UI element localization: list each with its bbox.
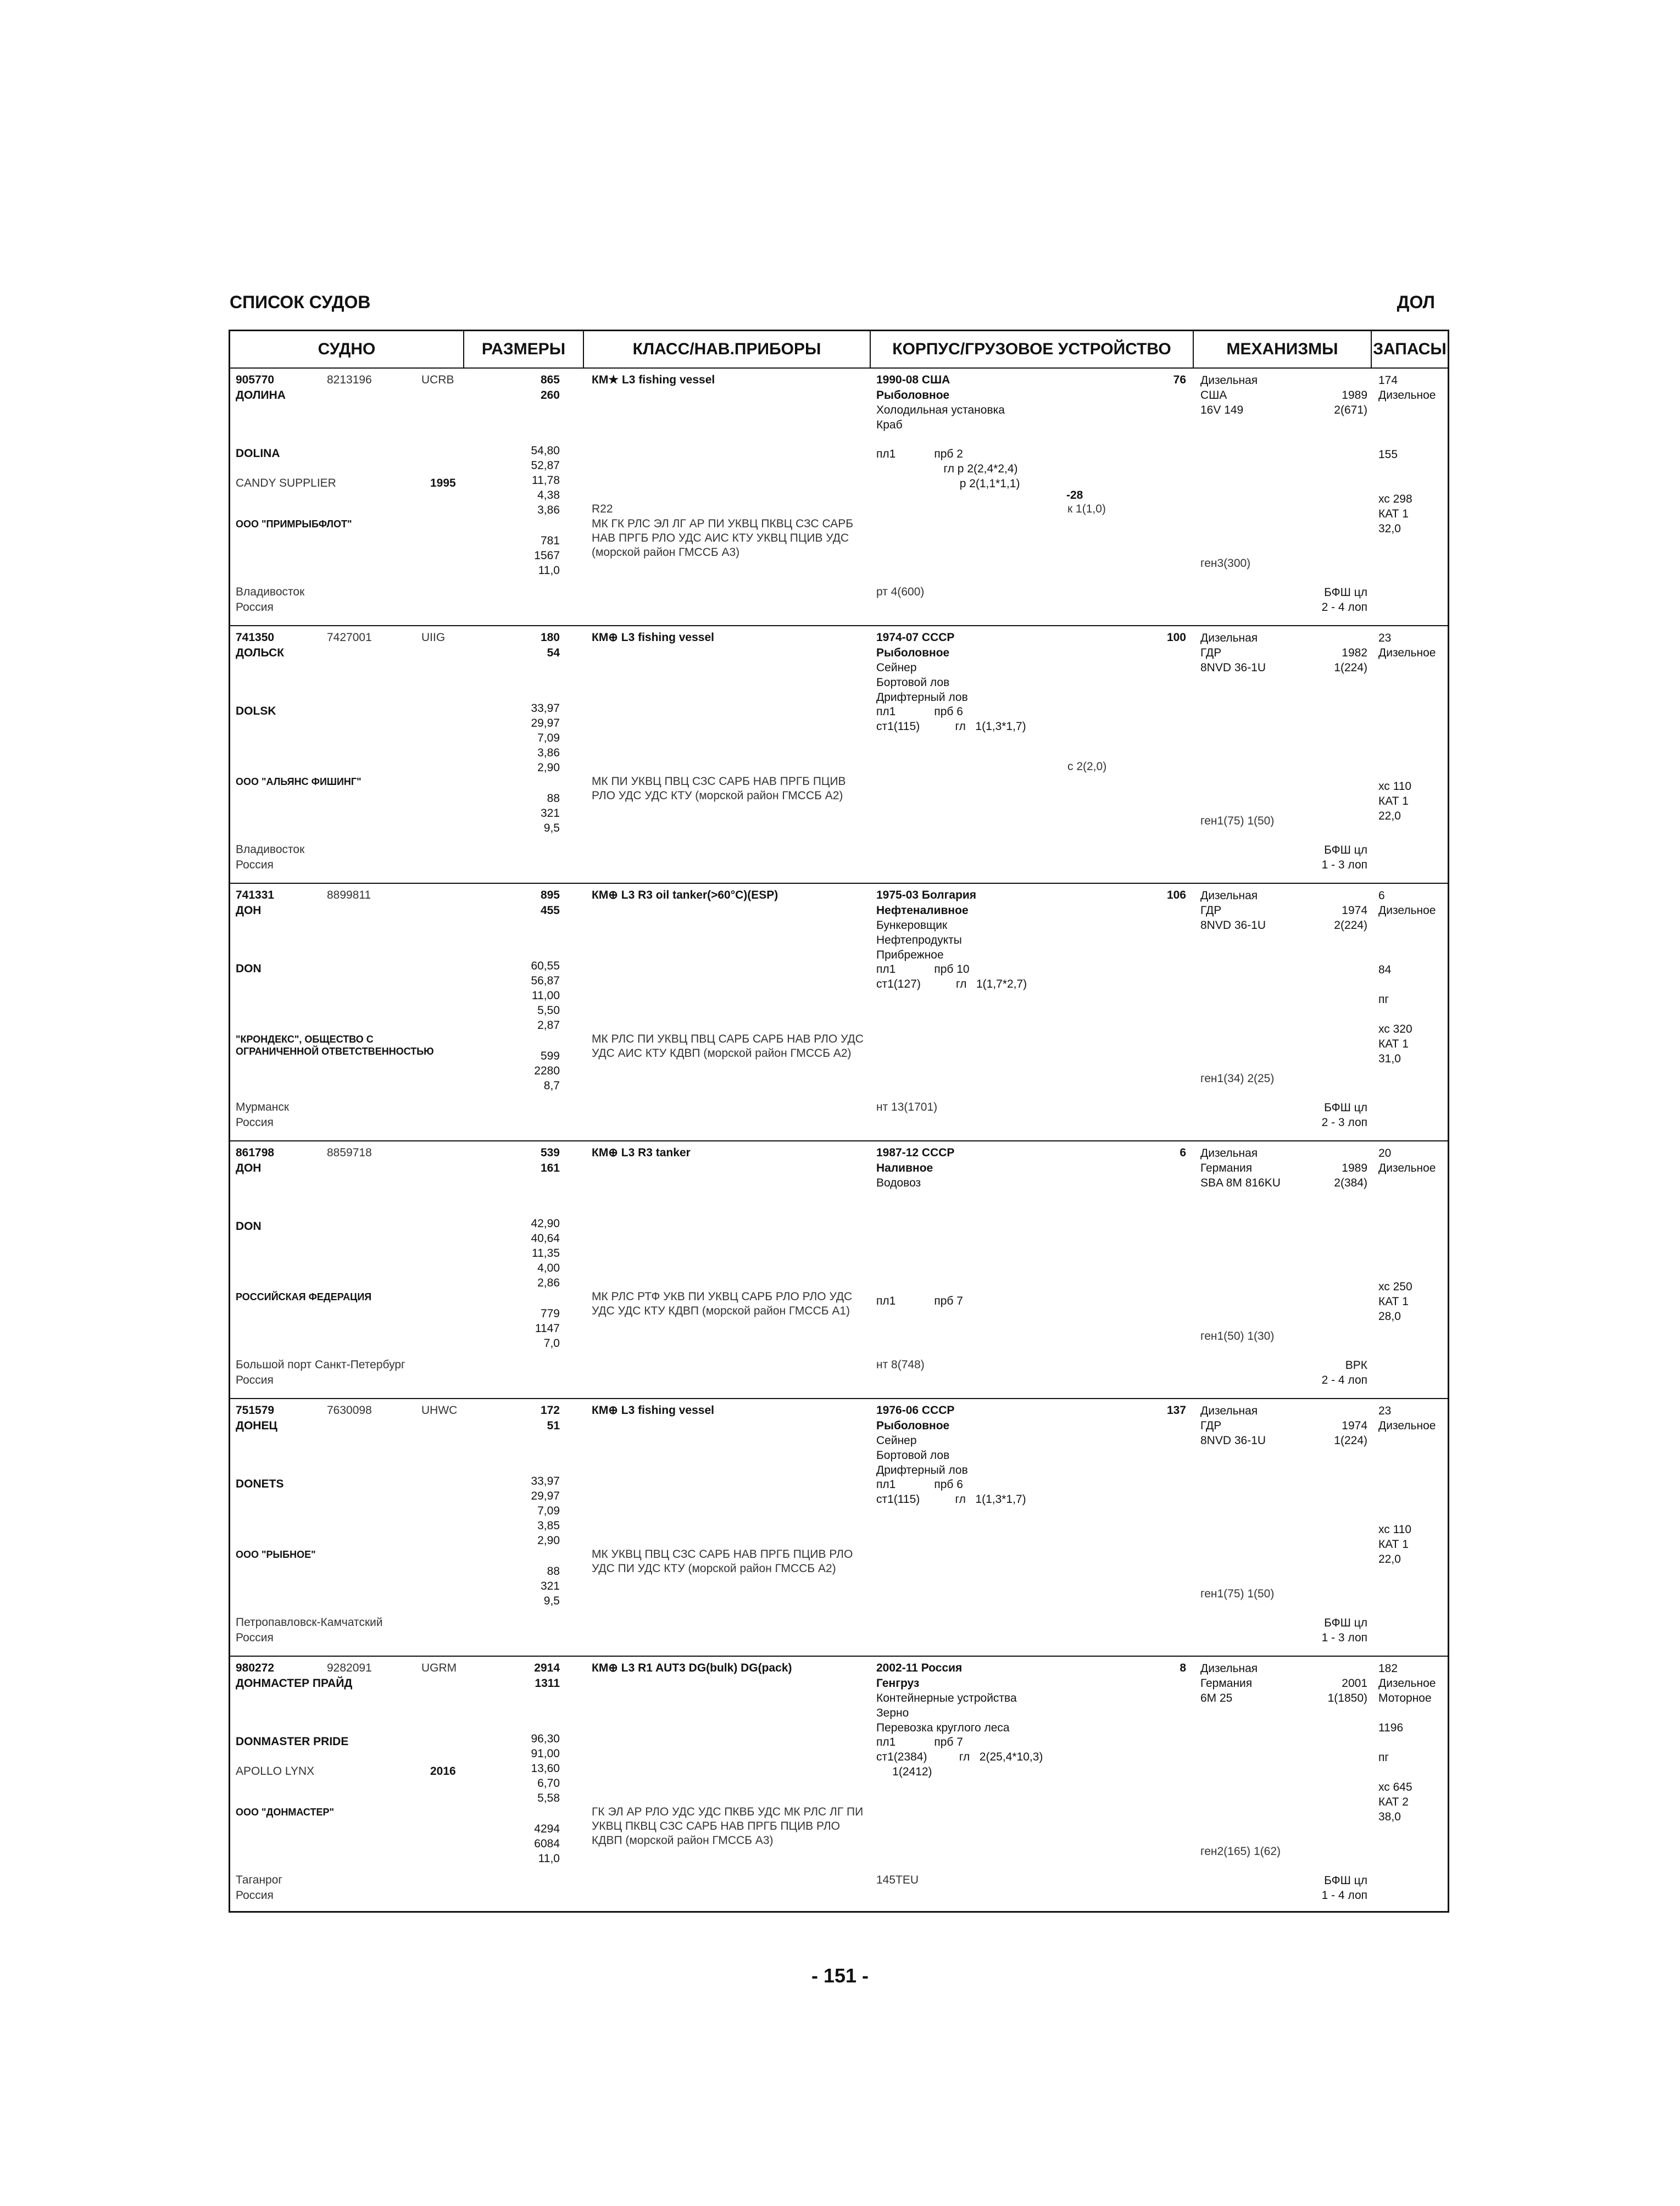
page-number: - 151 - xyxy=(811,1964,869,1987)
imo-number: 8859718 xyxy=(327,1146,372,1159)
net-tonnage: 161 xyxy=(540,1162,560,1174)
vessel-purpose: Сейнер Бортовой лов Дрифтерный лов xyxy=(876,1434,968,1477)
dimensions: 33,97 29,97 7,09 3,86 2,90 xyxy=(531,702,560,774)
build-date-country: 1987-12 СССР xyxy=(876,1146,955,1159)
hull-bottom: рт 4(600) xyxy=(876,586,925,598)
ship-name-latin: DOLSK xyxy=(236,705,276,717)
engine: Дизельная Германия SBA 8M 816KU xyxy=(1200,1147,1281,1189)
reg-number: 861798 xyxy=(236,1146,275,1159)
aux-generators: ген3(300) xyxy=(1200,557,1251,570)
reg-number: 751579 xyxy=(236,1404,275,1417)
hull-data: пл1 прб 6 ст1(115) гл 1(1,3*1,7) xyxy=(876,705,1026,733)
nav-equipment: МК УКВЦ ПВЦ СЗС САРБ НАВ ПРГБ ПЦИВ РЛО УДС ПИ УДС КТУ (морской район ГМССБ А2) xyxy=(592,1548,853,1575)
hull-data: пл1 прб 10 ст1(127) гл 1(1,7*2,7) xyxy=(876,963,1027,990)
propeller: БФШ цл 1 - 4 лоп xyxy=(1321,1874,1367,1902)
country: Россия xyxy=(236,601,274,614)
vessel-purpose: Холодильная установка Краб xyxy=(876,404,1005,431)
ship-name-latin: DONMASTER PRIDE xyxy=(236,1735,349,1748)
propeller: БФШ цл 1 - 3 лоп xyxy=(1321,1617,1367,1644)
section-label: ДОЛ xyxy=(1397,292,1435,312)
aux-generators: ген1(50) 1(30) xyxy=(1200,1330,1275,1342)
crew-count: 8 xyxy=(1180,1662,1186,1674)
ship-name: ДОНМАСТЕР ПРАЙД xyxy=(236,1677,353,1690)
dimensions: 96,30 91,00 13,60 6,70 5,58 xyxy=(531,1733,560,1804)
vessel-type: Рыболовное xyxy=(876,389,950,402)
class-notation: КМ⊕ L3 fishing vessel xyxy=(592,1404,714,1417)
reg-number: 980272 xyxy=(236,1662,275,1674)
hull-bottom: нт 8(748) xyxy=(876,1358,925,1371)
call-sign: UGRM xyxy=(421,1662,457,1674)
vessel-type: Генгруз xyxy=(876,1677,920,1690)
crew-count: 137 xyxy=(1166,1404,1186,1417)
stores: 6 Дизельное 84 пг хс 320 КАТ 1 31,0 xyxy=(1378,889,1436,1065)
ship-name: ДОЛИНА xyxy=(236,389,286,402)
nav-equipment: МК ПИ УКВЦ ПВЦ СЗС САРБ НАВ ПРГБ ПЦИВ РЛО УДС УДС КТУ (морской район ГМССБ А2) xyxy=(592,775,846,802)
gross-tonnage: 2914 xyxy=(534,1662,560,1674)
aux-generators: ген1(75) 1(50) xyxy=(1200,1587,1275,1600)
class-notation: КМ⊕ L3 R1 AUT3 DG(bulk) DG(pack) xyxy=(592,1662,792,1674)
vessel-type: Рыболовное xyxy=(876,1419,950,1432)
imo-number: 8899811 xyxy=(327,889,371,901)
call-sign: UHWC xyxy=(421,1404,458,1417)
tonnage-figures: 779 1147 7,0 xyxy=(535,1307,560,1350)
home-port: Мурманск xyxy=(236,1101,290,1113)
reg-number: 741350 xyxy=(236,631,275,644)
imo-number: 9282091 xyxy=(327,1662,372,1674)
ship-name: ДОНЕЦ xyxy=(236,1419,277,1432)
class-notation: КМ⊕ L3 R3 oil tanker(>60°C)(ESP) xyxy=(592,889,778,901)
crew-count: 76 xyxy=(1173,374,1186,386)
dimensions: 60,55 56,87 11,00 5,50 2,87 xyxy=(531,960,560,1032)
reg-number: 905770 xyxy=(236,374,275,386)
aux-generators: ген1(75) 1(50) xyxy=(1200,815,1275,827)
build-date-country: 1990-08 США xyxy=(876,374,950,386)
home-port: Владивосток xyxy=(236,843,305,856)
stores: 23 Дизельное хс 110 КАТ 1 22,0 xyxy=(1378,632,1436,822)
ship-entry xyxy=(230,884,1448,1141)
net-tonnage: 455 xyxy=(540,904,560,917)
vessel-purpose: Контейнерные устройства Зерно Перевозка круглого леса xyxy=(876,1692,1017,1734)
ship-entry xyxy=(230,369,1448,626)
home-port: Таганрог xyxy=(236,1874,283,1886)
vessel-purpose: Водовоз xyxy=(876,1177,921,1189)
vessel-purpose: Сейнер Бортовой лов Дрифтерный лов xyxy=(876,661,968,704)
former-name: CANDY SUPPLIER xyxy=(236,477,336,489)
class-notation: КМ⊕ L3 R3 tanker xyxy=(592,1146,691,1159)
imo-number: 7630098 xyxy=(327,1404,372,1417)
nav-equipment: МК ГК РЛС ЭЛ ЛГ АР ПИ УКВЦ ПКВЦ СЗС САРБ НАВ ПРГБ РЛО УДС АИС КТУ УКВЦ ПЦИВ УДС (морской район ГМССБ А3) xyxy=(592,517,854,559)
imo-number: 7427001 xyxy=(327,631,372,644)
engine-year: 2001 1(1850) xyxy=(1327,1677,1367,1704)
hull-data: пл1 прб 6 ст1(115) гл 1(1,3*1,7) xyxy=(876,1478,1026,1506)
class-notation: КМ⊕ L3 fishing vessel xyxy=(592,631,714,644)
build-date-country: 1975-03 Болгария xyxy=(876,889,977,901)
col-header-vessel: СУДНО xyxy=(230,331,464,367)
home-port: Петропавловск-Камчатский xyxy=(236,1616,383,1629)
country: Россия xyxy=(236,1631,274,1644)
tonnage-figures: 4294 6084 11,0 xyxy=(534,1823,560,1865)
crew-count: 6 xyxy=(1180,1146,1186,1159)
hull-bottom: нт 13(1701) xyxy=(876,1101,938,1113)
engine: Дизельная Германия 6M 25 xyxy=(1200,1662,1258,1704)
vessel-type: Наливное xyxy=(876,1162,933,1174)
ship-table xyxy=(229,330,1449,1913)
build-date-country: 1976-06 СССР xyxy=(876,1404,955,1417)
owner: ООО "РЫБНОЕ" xyxy=(236,1549,316,1560)
country: Россия xyxy=(236,1889,274,1902)
ship-entry xyxy=(230,1141,1448,1399)
country: Россия xyxy=(236,1116,274,1129)
gross-tonnage: 895 xyxy=(540,889,560,901)
hull-right: с 2(2,0) xyxy=(1067,760,1107,773)
col-header-class: КЛАСС/НАВ.ПРИБОРЫ xyxy=(584,331,871,367)
vessel-type: Нефтеналивное xyxy=(876,904,969,917)
engine: Дизельная США 16V 149 xyxy=(1200,374,1258,416)
engine: Дизельная ГДР 8NVD 36-1U xyxy=(1200,1405,1266,1447)
hull-data: пл1 прб 7 xyxy=(876,1295,963,1307)
gross-tonnage: 172 xyxy=(540,1404,560,1417)
former-name-year: 2016 xyxy=(430,1765,456,1778)
nav-equipment: ГК ЭЛ АР РЛО УДС УДС ПКВБ УДС МК РЛС ЛГ ПИ УКВЦ ПКВЦ СЗС САРБ НАВ ПРГБ ПЦИВ РЛО КДВП (морской район ГМССБ А3) xyxy=(592,1806,864,1847)
vessel-purpose: Бункеровщик Нефтепродукты Прибрежное xyxy=(876,919,962,961)
page-title: СПИСОК СУДОВ xyxy=(230,292,371,312)
ship-name-latin: DON xyxy=(236,1220,262,1233)
former-name: APOLLO LYNX xyxy=(236,1765,315,1778)
tonnage-figures: 88 321 9,5 xyxy=(540,792,560,834)
engine: Дизельная ГДР 8NVD 36-1U xyxy=(1200,889,1266,932)
class-extra: R22 xyxy=(592,503,613,515)
hull-right: к 1(1,0) xyxy=(1067,503,1106,515)
engine-year: 1974 2(224) xyxy=(1334,904,1367,932)
home-port: Большой порт Санкт-Петербург xyxy=(236,1358,405,1371)
engine-year: 1989 2(671) xyxy=(1334,389,1367,416)
owner: "КРОНДЕКС", ОБЩЕСТВО С ОГРАНИЧЕННОЙ ОТВЕТСТВЕННОСТЬЮ xyxy=(236,1034,434,1057)
engine-year: 1989 2(384) xyxy=(1334,1162,1367,1189)
former-name-year: 1995 xyxy=(430,477,456,489)
ship-entry xyxy=(230,1657,1448,1914)
home-port: Владивосток xyxy=(236,586,305,598)
crew-count: 106 xyxy=(1166,889,1186,901)
net-tonnage: 51 xyxy=(547,1419,560,1432)
engine: Дизельная ГДР 8NVD 36-1U xyxy=(1200,632,1266,674)
ship-name-latin: DOLINA xyxy=(236,447,280,460)
country: Россия xyxy=(236,1374,274,1386)
ship-entry xyxy=(230,1399,1448,1657)
stores: 182 Дизельное Моторное 1196 пг хс 645 КАТ 2 38,0 xyxy=(1378,1662,1436,1823)
tonnage-figures: 599 2280 8,7 xyxy=(534,1050,560,1092)
col-header-hull: КОРПУС/ГРУЗОВОЕ УСТРОЙСТВО xyxy=(871,331,1194,367)
stores: 23 Дизельное хс 110 КАТ 1 22,0 xyxy=(1378,1405,1436,1566)
imo-number: 8213196 xyxy=(327,374,372,386)
owner: ООО "ПРИМРЫБФЛОТ" xyxy=(236,519,352,530)
ship-name-latin: DON xyxy=(236,962,262,975)
owner: РОССИЙСКАЯ ФЕДЕРАЦИЯ xyxy=(236,1291,372,1302)
tonnage-figures: 88 321 9,5 xyxy=(540,1565,560,1607)
gross-tonnage: 865 xyxy=(540,374,560,386)
dimensions: 33,97 29,97 7,09 3,85 2,90 xyxy=(531,1475,560,1547)
call-sign: UCRB xyxy=(421,374,454,386)
propeller: БФШ цл 2 - 3 лоп xyxy=(1321,1101,1367,1129)
engine-year: 1974 1(224) xyxy=(1334,1419,1367,1447)
owner: ООО "ДОНМАСТЕР" xyxy=(236,1807,334,1818)
ship-entry xyxy=(230,626,1448,884)
dimensions: 54,80 52,87 11,78 4,38 3,86 xyxy=(531,444,560,516)
propeller: БФШ цл 2 - 4 лоп xyxy=(1321,586,1367,614)
country: Россия xyxy=(236,859,274,871)
call-sign: UIIG xyxy=(421,631,446,644)
hull-flag: -28 xyxy=(1066,489,1083,502)
col-header-stores: ЗАПАСЫ xyxy=(1373,340,1447,358)
hull-bottom: 145TEU xyxy=(876,1874,919,1886)
stores: 174 Дизельное 155 хс 298 КАТ 1 32,0 xyxy=(1378,374,1436,535)
class-notation: КМ★ L3 fishing vessel xyxy=(592,374,715,386)
ship-name: ДОН xyxy=(236,1162,262,1174)
build-date-country: 1974-07 СССР xyxy=(876,631,955,644)
gross-tonnage: 539 xyxy=(540,1146,560,1159)
col-header-machinery: МЕХАНИЗМЫ xyxy=(1194,331,1372,367)
tonnage-figures: 781 1567 11,0 xyxy=(534,534,560,577)
nav-equipment: МК РЛС РТФ УКВ ПИ УКВЦ САРБ РЛО РЛО УДС УДС УДС КТУ КДВП (морской район ГМССБ А1) xyxy=(592,1290,853,1317)
reg-number: 741331 xyxy=(236,889,275,901)
net-tonnage: 260 xyxy=(540,389,560,402)
stores: 20 Дизельное хс 250 КАТ 1 28,0 xyxy=(1378,1147,1436,1323)
owner: ООО "АЛЬЯНС ФИШИНГ" xyxy=(236,776,361,787)
nav-equipment: МК РЛС ПИ УКВЦ ПВЦ САРБ САРБ НАВ РЛО УДС УДС АИС КТУ КДВП (морской район ГМССБ А2) xyxy=(592,1033,864,1060)
crew-count: 100 xyxy=(1166,631,1186,644)
col-header-dimensions: РАЗМЕРЫ xyxy=(464,331,584,367)
ship-name: ДОН xyxy=(236,904,262,917)
propeller: ВРК 2 - 4 лоп xyxy=(1321,1359,1367,1386)
dimensions: 42,90 40,64 11,35 4,00 2,86 xyxy=(531,1217,560,1289)
ship-name: ДОЛЬСК xyxy=(236,647,285,659)
propeller: БФШ цл 1 - 3 лоп xyxy=(1321,844,1367,871)
engine-year: 1982 1(224) xyxy=(1334,647,1367,674)
hull-data: пл1 прб 2 гл р 2(2,4*2,4) р 2(1,1*1,1) xyxy=(876,448,1020,490)
gross-tonnage: 180 xyxy=(540,631,560,644)
build-date-country: 2002-11 Россия xyxy=(876,1662,963,1674)
aux-generators: ген2(165) 1(62) xyxy=(1200,1845,1281,1858)
net-tonnage: 1311 xyxy=(535,1677,560,1690)
aux-generators: ген1(34) 2(25) xyxy=(1200,1072,1275,1085)
ship-name-latin: DONETS xyxy=(236,1478,284,1490)
net-tonnage: 54 xyxy=(547,647,560,659)
hull-data: пл1 прб 7 ст1(2384) гл 2(25,4*10,3) 1(2412) xyxy=(876,1736,1043,1778)
vessel-type: Рыболовное xyxy=(876,647,950,659)
